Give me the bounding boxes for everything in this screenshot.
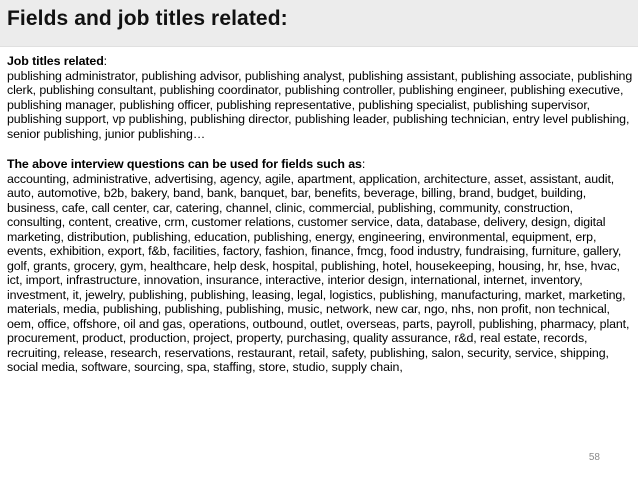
- job-titles-heading-colon: :: [103, 54, 108, 68]
- slide-title: Fields and job titles related:: [7, 7, 288, 30]
- title-bar: [0, 0, 638, 47]
- slide-content: [7, 54, 633, 375]
- fields-heading-colon: :: [361, 157, 366, 171]
- job-titles-heading: [7, 54, 633, 69]
- fields-list: accounting, administrative, advertising, agency, agile, apartment, application, architecture, asset, assistant, audit, auto, automotive, b2b, bakery, band, bank, banquet, bar, benefits, beverage, billing, brand, budget, building, business, cafe, call center, car, catering, channel, clinic, commercial, publishing, community, construction, consulting, content, creative, crm, customer relations, customer service, data, database, delivery, design, digital marketing, distribution, publishing, education, publishing, energy, engineering, environmental, equipment, erp, events, exhibition, export, f&b, facilities, factory, fashion, finance, fmcg, food industry, fundraising, furniture, gallery, golf, grants, grocery, gym, healthcare, help desk, hospital, publishing, hotel, housekeeping, housing, hr, hse, hvac, ict, import, infrastructure, innovation, insurance, interactive, interior design, international, internet, inventory, investment, it, jewelry, publishing, publishing, leasing, legal, logistics, publishing, manufacturing, market, marketing, materials, media, publishing, publishing, publishing, music, network, new car, ngo, nhs, non profit, non technical, oem, office, offshore, oil and gas, operations, outbound, outlet, overseas, parts, payroll, publishing, pharmacy, plant, procurement, product, production, project, property, purchasing, quality assurance, r&d, real estate, records, recruiting, release, research, reservations, restaurant, retail, safety, publishing, salon, security, service, shipping, social media, software, sourcing, spa, staffing, store, studio, supply chain,: [7, 171, 630, 374]
- fields-heading-label: The above interview questions can be used for fields such as: [7, 157, 362, 171]
- page-number: 58: [588, 452, 600, 463]
- fields-heading: [7, 157, 633, 172]
- job-titles-heading-label: Job titles related: [7, 54, 104, 68]
- job-titles-list: publishing administrator, publishing advisor, publishing analyst, publishing assistant, publishing associate, publishing clerk, publishing consultant, publishing coordinator, publishing controller, publishing engineer, publishing executive, publishing manager, publishing officer, publishing representative, publishing specialist, publishing supervisor, publishing support, vp publishing, publishing director, publishing leader, publishing technician, entry level publishing, senior publishing, junior publishing…: [7, 68, 633, 141]
